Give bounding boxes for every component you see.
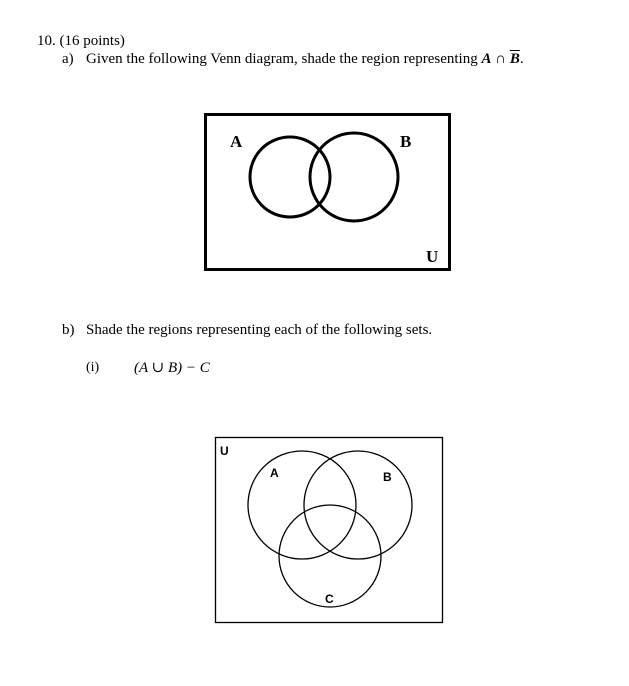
part-a-label: a) xyxy=(62,51,74,67)
venn-b-label-b: B xyxy=(383,470,392,484)
venn-b-label-a: A xyxy=(270,466,279,480)
venn-a-label-u: U xyxy=(426,247,439,266)
circle-a xyxy=(250,137,330,217)
question-header: 10. (16 points) xyxy=(37,33,125,49)
venn-a-label-b: B xyxy=(400,132,412,151)
venn-diagram-three-sets xyxy=(216,438,443,623)
part-a-text: Given the following Venn diagram, shade the region representing xyxy=(86,51,482,67)
part-a-set-b-complement: $\overline{B}$ xyxy=(509,51,520,67)
part-a-intersect: ∩ xyxy=(491,51,510,67)
venn-a-label-a: A xyxy=(230,132,243,151)
circle-a-b xyxy=(248,451,356,559)
circle-b-b xyxy=(304,451,412,559)
part-b-text: Shade the regions representing each of the following sets. xyxy=(86,322,433,338)
part-a-set-a: A xyxy=(481,51,492,67)
part-a-period: . xyxy=(519,51,524,67)
item-i-label: (i) xyxy=(86,360,100,375)
item-i-expression: (A ∪ B) − C xyxy=(134,360,210,376)
part-b-prompt xyxy=(62,322,432,339)
circle-b xyxy=(310,133,398,221)
venn-b-label-u: U xyxy=(220,444,229,458)
part-b-label: b) xyxy=(62,322,75,338)
venn-b-label-c: C xyxy=(325,592,334,606)
venn-diagram-two-sets xyxy=(206,115,450,270)
